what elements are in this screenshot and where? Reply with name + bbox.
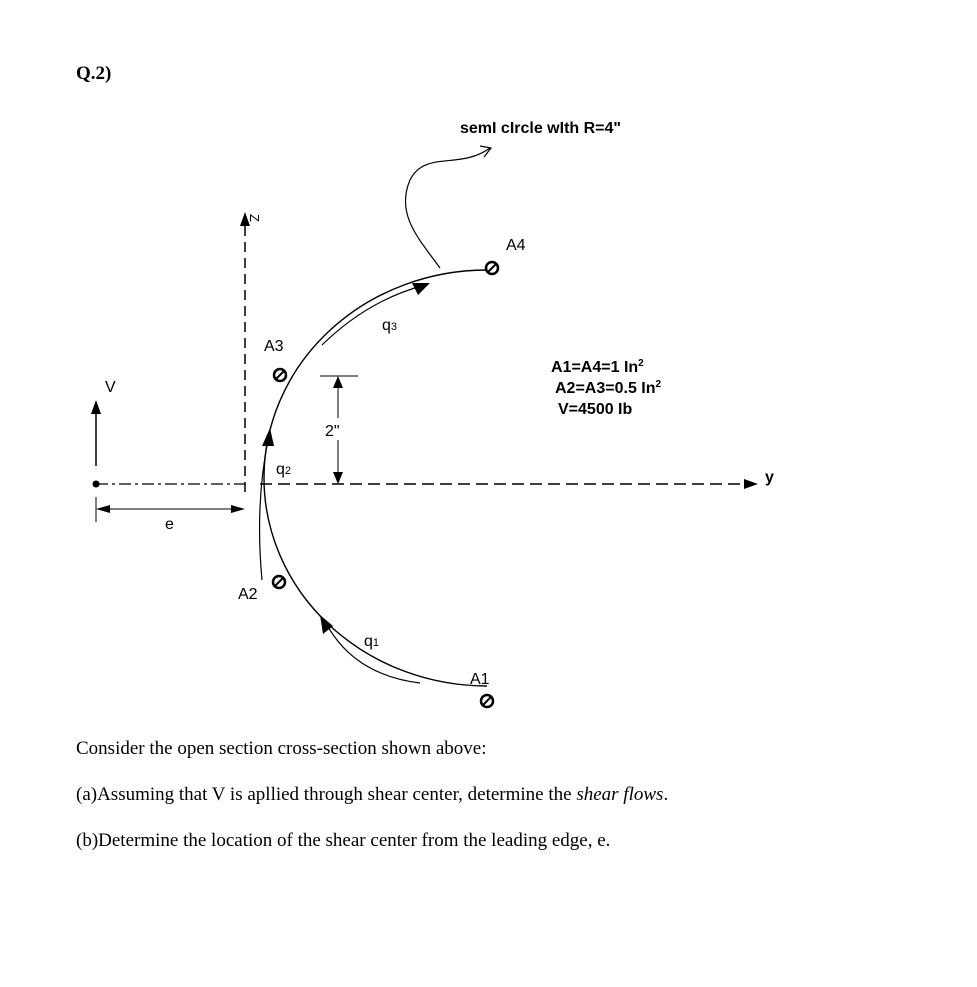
semicircle-skin [264, 270, 487, 686]
intro-text: Consider the open section cross-section shown above: [76, 738, 487, 759]
y-axis-arrowhead [744, 479, 758, 489]
q2-label: q2 [276, 461, 292, 478]
boom-a2 [273, 576, 285, 588]
caption-leader-line [405, 148, 490, 268]
e-dimension-arrow-right [231, 505, 245, 513]
q3-flow-arrowhead [412, 283, 430, 295]
e-label: e [165, 516, 174, 533]
q2-flow-arrowhead [262, 428, 274, 446]
boom-a3-label: A3 [264, 338, 284, 355]
z-axis-label: Z [247, 214, 262, 222]
given-a2-a3: A2=A3=0.5 In$^2$ [555, 379, 662, 397]
given-load-v: V=4500 Ib [558, 401, 633, 418]
boom-a2-label: A2 [238, 586, 258, 603]
dim-2in-down-arrow [333, 472, 343, 484]
force-v-arrowhead [91, 400, 101, 414]
boom-a4 [486, 262, 498, 274]
figure-caption: semI cIrcle wIth R=4" [460, 120, 621, 137]
y-axis-label: y [765, 469, 774, 486]
e-dimension-arrow-left [96, 505, 110, 513]
dim-2in-up-arrow [333, 376, 343, 388]
load-point-dot [93, 481, 100, 488]
boom-a4-label: A4 [506, 237, 526, 254]
part-a-emphasis: shear flows [576, 784, 664, 805]
q3-flow-arrow [322, 285, 425, 345]
part-a-text [76, 784, 668, 806]
given-a1-a4: A1=A4=1 In$^2$ [551, 358, 644, 376]
question-number: Q.2) [76, 63, 112, 84]
boom-a1-label: A1 [470, 671, 490, 688]
part-a-suffix: . [663, 784, 669, 805]
boom-a1 [481, 695, 493, 707]
boom-a3 [274, 369, 286, 381]
part-b-text: (b)Determine the location of the shear center from the leading edge, e. [76, 830, 611, 851]
dim-2in-label: 2" [325, 423, 340, 440]
part-a-prefix: (a)Assuming that V is apllied through shear center, determine the [76, 784, 577, 805]
q1-flow-arrow [327, 625, 420, 683]
force-v-label: V [105, 379, 116, 396]
q3-label: q3 [382, 317, 398, 334]
q1-label: q1 [364, 633, 380, 650]
